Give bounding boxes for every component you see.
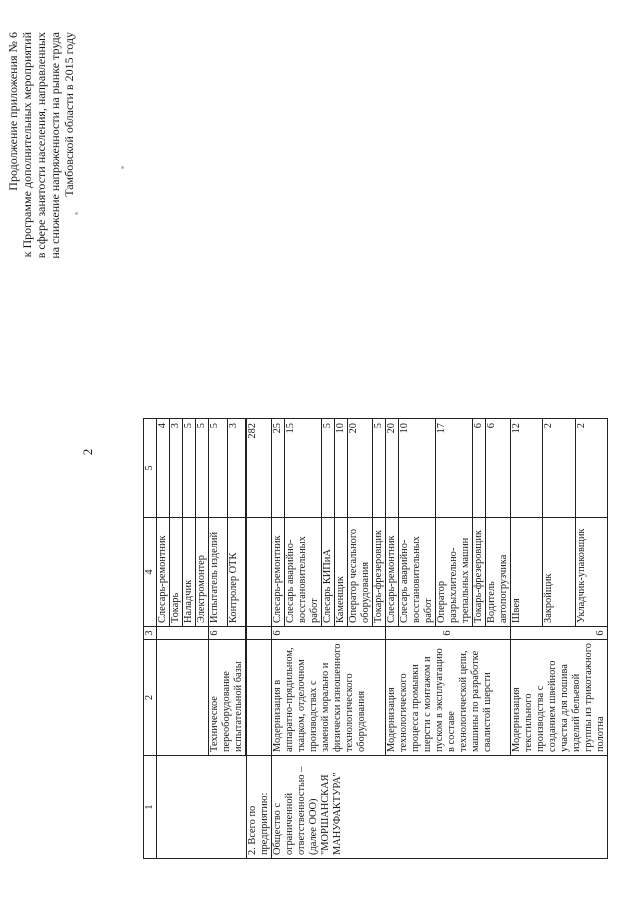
count-cell: 5 bbox=[196, 419, 209, 518]
organization-cell: 2. Всего по предприятию: bbox=[247, 756, 272, 859]
profession-cell: Оператор чесального оборудования bbox=[348, 518, 373, 627]
number-cell bbox=[247, 627, 272, 640]
organization-cell bbox=[157, 756, 247, 859]
profession-cell: Испытатель изделий bbox=[209, 518, 228, 627]
profession-cell: Наладчик bbox=[183, 518, 196, 627]
table-header-row bbox=[144, 419, 157, 859]
profession-cell: Токарь-фрезеровщик bbox=[373, 518, 386, 627]
count-cell: 4 bbox=[157, 419, 170, 518]
header-line: к Программе дополнительных мероприятий bbox=[20, 32, 34, 258]
page-number: 2 bbox=[80, 448, 95, 456]
count-cell: 3 bbox=[227, 419, 246, 518]
measure-cell bbox=[247, 640, 272, 756]
count-cell: 12 bbox=[511, 419, 543, 518]
count-cell: 10 bbox=[335, 419, 348, 518]
count-cell: 2 bbox=[543, 419, 575, 518]
count-cell: 6 bbox=[473, 419, 486, 518]
profession-cell: Водитель автопогрузчика bbox=[486, 518, 511, 627]
profession-cell bbox=[247, 518, 272, 627]
profession-cell: Слесарь КИПиА bbox=[322, 518, 335, 627]
number-cell bbox=[157, 627, 209, 640]
count-cell: 25 bbox=[272, 419, 285, 518]
profession-cell: Каменщик bbox=[335, 518, 348, 627]
count-cell: 5 bbox=[322, 419, 335, 518]
profession-cell: Токарь-фрезеровщик bbox=[473, 518, 486, 627]
column-header: 5 bbox=[144, 419, 157, 518]
count-cell: 6 bbox=[486, 419, 511, 518]
number-cell: 6 bbox=[386, 627, 511, 640]
scan-speck bbox=[121, 166, 124, 169]
header-line: в сфере занятости населения, направленных bbox=[34, 32, 48, 259]
measure-cell: Модернизация текстильного производства с созданием швейного участка для пошива изделий бельевой группы из трикотажного полотна bbox=[511, 640, 608, 756]
count-cell: 15 bbox=[285, 419, 322, 518]
profession-cell: Слесарь-ремонтник bbox=[157, 518, 170, 627]
profession-cell: Слесарь-ремонтник bbox=[272, 518, 285, 627]
table-row bbox=[157, 419, 170, 859]
column-header: 3 bbox=[144, 627, 157, 640]
number-cell: 6 bbox=[511, 627, 608, 640]
appendix-header bbox=[6, 32, 76, 362]
profession-cell: Закройщик bbox=[543, 518, 575, 627]
measures-table bbox=[143, 418, 608, 859]
number-cell: 6 bbox=[272, 627, 386, 640]
count-cell: 20 bbox=[348, 419, 373, 518]
profession-cell: Слесарь аварийно-восстановительных работ bbox=[399, 518, 436, 627]
measure-cell bbox=[157, 640, 209, 756]
count-cell: 2 bbox=[575, 419, 607, 518]
header-line: Продолжение приложения № 6 bbox=[6, 32, 20, 191]
profession-cell: Слесарь-ремонтник bbox=[386, 518, 399, 627]
measure-cell: Техническое переоборудование испытательной базы bbox=[209, 640, 246, 756]
measure-cell: Модернизация технологического процесса промывки шерсти с монтажом и пуском в эксплуатацию в составе технологической цепи, машины по разработке свалистой шерсти bbox=[386, 640, 511, 756]
header-line: на снижение напряженности на рынке труда bbox=[48, 32, 62, 259]
number-cell: 6 bbox=[209, 627, 246, 640]
profession-cell: Токарь bbox=[170, 518, 183, 627]
count-cell: 20 bbox=[386, 419, 399, 518]
profession-cell: Укладчик-упаковщик bbox=[575, 518, 607, 627]
table-row-total bbox=[247, 419, 272, 859]
scan-speck bbox=[75, 212, 78, 215]
profession-cell: Электромонтер bbox=[196, 518, 209, 627]
header-line: Тамбовской области в 2015 году bbox=[62, 32, 76, 197]
profession-cell: Слесарь аварийно-восстановительных работ bbox=[285, 518, 322, 627]
column-header: 2 bbox=[144, 640, 157, 756]
table-row bbox=[272, 419, 285, 859]
count-cell: 10 bbox=[399, 419, 436, 518]
profession-cell: Оператор разрыхлительно-трепальных машин bbox=[436, 518, 473, 627]
count-cell: 5 bbox=[183, 419, 196, 518]
count-cell: 5 bbox=[373, 419, 386, 518]
total-count-cell: 282 bbox=[247, 419, 272, 518]
count-cell: 3 bbox=[170, 419, 183, 518]
column-header: 4 bbox=[144, 518, 157, 627]
count-cell: 5 bbox=[209, 419, 228, 518]
profession-cell: Контролер ОТК bbox=[227, 518, 246, 627]
measure-cell: Модернизация в аппаратно-прядильном, ткацком, отделочном производствах с заменой морально и физически изношенного технологического оборудования bbox=[272, 640, 386, 756]
count-cell: 17 bbox=[436, 419, 473, 518]
column-header: 1 bbox=[144, 756, 157, 859]
profession-cell: Швея bbox=[511, 518, 543, 627]
organization-cell: Общество с ограниченной ответственностью – (далее ООО) "МОРШАНСКАЯ МАНУФАКТУРА" bbox=[272, 756, 608, 859]
